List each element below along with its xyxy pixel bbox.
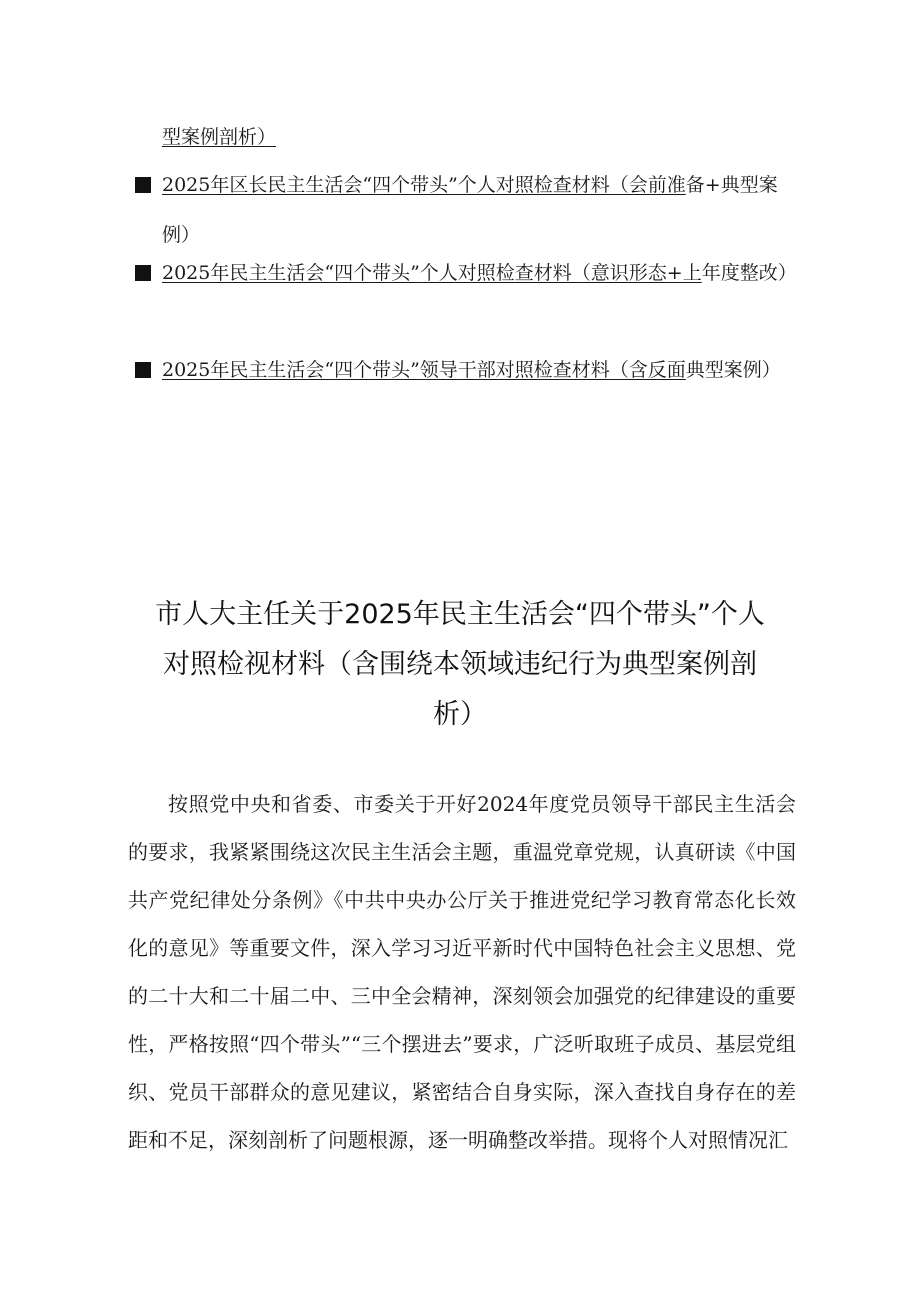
document-title: 市人大主任关于2025年民主生活会“四个带头”个人对照检视材料（含围绕本领域违纪行为典型案例剖析） (155, 599, 765, 730)
square-bullet-icon (135, 362, 151, 378)
related-link-text[interactable]: 2025年区长民主生活会“四个带头”个人对照检查材料（会前准 (162, 174, 686, 196)
related-link-continuation[interactable]: 型案例剖析） (162, 126, 277, 148)
body-paragraph: 按照党中央和省委、市委关于开好2024年度党员领导干部民主生活会的要求，我紧紧围绕这次民主生活会主题，重温党章党规，认真研读《中国共产党纪律处分条例》《中共中央办公厅关于推进党纪学习教育常态化长效化的意见》等重要文件，深入学习习近平新时代中国特色社会主义思想、党的二十大和二十届二中、三中全会精神，深刻领会加强党的纪律建设的重要性，严格按照“四个带头”“三个摆进去”要求，广泛听取班子成员、基层党组织、党员干部群众的意见建议，紧密结合自身实际，深入查找自身存在的差距和不足，深刻剖析了问题根源，逐一明确整改举措。现将个人对照情况汇 (128, 792, 796, 1152)
related-link-text[interactable]: 2025年民主生活会“四个带头”个人对照检查材料（意识形态+上 (162, 262, 702, 284)
related-link-tail: 年度整改） (701, 262, 797, 284)
square-bullet-icon (135, 177, 151, 193)
related-link-tail: 典型案例） (685, 359, 781, 381)
related-link-tail: 备+典型案例） (162, 174, 778, 246)
related-link-text[interactable]: 2025年民主生活会“四个带头”领导干部对照检查材料（含反面 (162, 359, 686, 381)
square-bullet-icon (135, 265, 151, 281)
